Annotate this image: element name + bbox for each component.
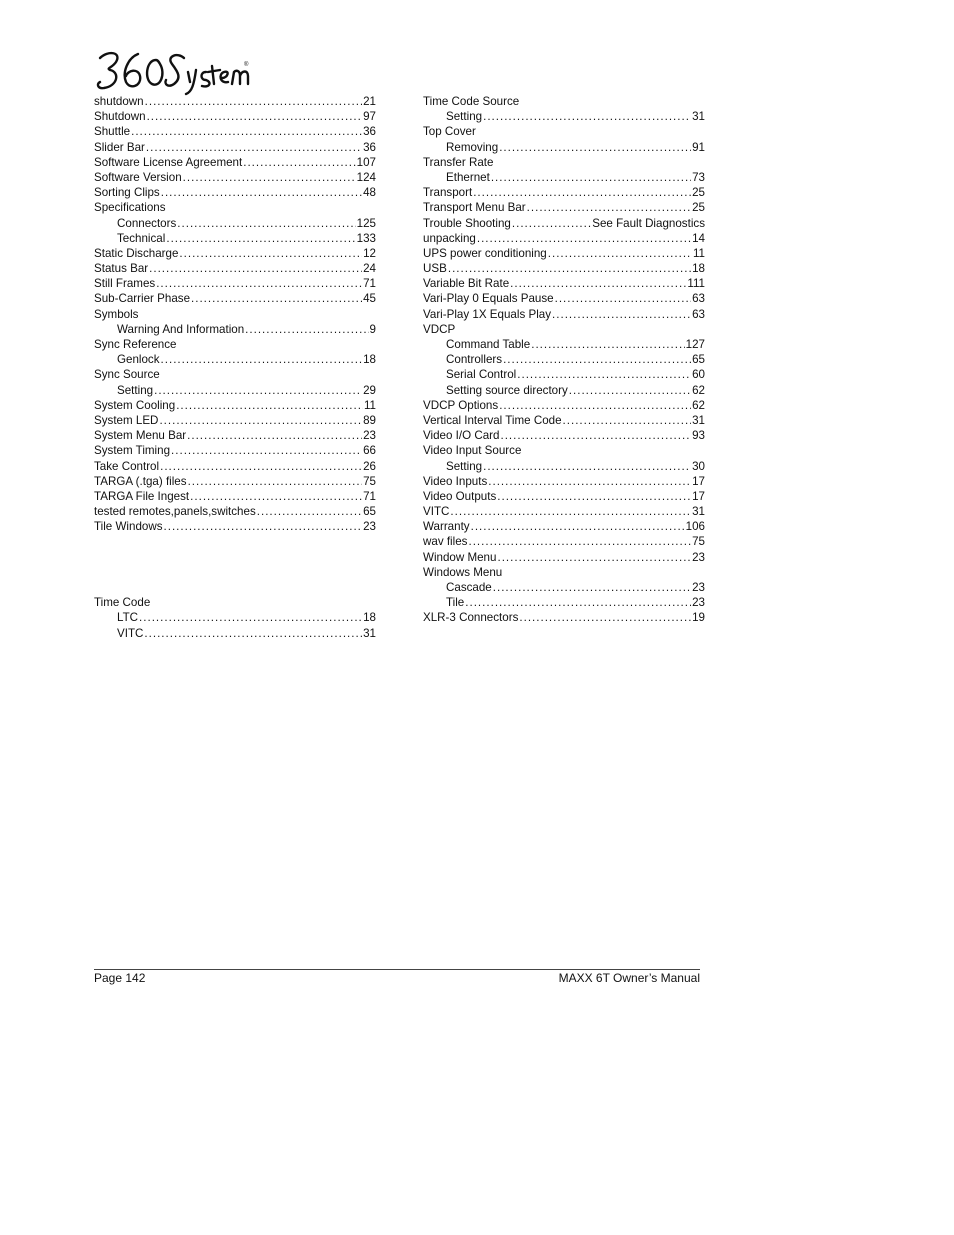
index-entry-label: Status Bar	[94, 262, 149, 276]
column-gap	[94, 534, 376, 595]
index-entry-page: 31	[692, 505, 705, 519]
index-entry	[94, 459, 376, 474]
index-entry-label: Symbols	[94, 307, 139, 321]
index-entry	[423, 550, 705, 565]
index-entry-page: See Fault Diagnostics	[592, 216, 705, 230]
index-entry	[423, 504, 705, 519]
index-entry-label: unpacking	[423, 231, 476, 245]
index-subentry	[423, 595, 705, 610]
dot-leader	[147, 109, 363, 124]
index-entry	[94, 155, 376, 170]
index-entry-page: 66	[363, 444, 376, 458]
dot-leader	[161, 352, 363, 367]
footer-rule	[94, 969, 700, 970]
index-subentry	[423, 170, 705, 185]
index-entry-label: Sub-Carrier Phase	[94, 292, 191, 306]
dot-leader	[156, 276, 362, 291]
index-entry-label: Trouble Shooting	[423, 216, 511, 230]
index-entry-page: 18	[363, 353, 376, 367]
index-entry-label: Top Cover	[423, 125, 476, 139]
index-entry-page: 48	[363, 186, 376, 200]
dot-leader	[483, 109, 691, 124]
index-subentry	[94, 216, 376, 231]
index-entry-label: Variable Bit Rate	[423, 277, 510, 291]
index-entry-page: 18	[692, 262, 705, 276]
index-entry-label: Window Menu	[423, 550, 497, 564]
index-entry	[423, 489, 705, 504]
dot-leader	[497, 489, 691, 504]
index-entry-label: Warranty	[423, 520, 470, 534]
index-entry	[423, 428, 705, 443]
index-entry-page: 25	[692, 186, 705, 200]
dot-leader	[243, 155, 355, 170]
index-entry	[94, 246, 376, 261]
index-entry-label: Cascade	[446, 581, 492, 594]
index-entry-label: Setting source directory	[446, 383, 568, 397]
index-entry-label: Specifications	[94, 201, 166, 215]
dot-leader	[552, 307, 691, 322]
index-entry	[94, 261, 376, 276]
index-entry-page: 124	[356, 170, 376, 184]
index-entry-label: Sorting Clips	[94, 186, 160, 200]
dot-leader	[161, 185, 362, 200]
index-entry-page: 36	[363, 140, 376, 154]
dot-leader	[179, 246, 362, 261]
index-entry	[423, 291, 705, 306]
index-entry-label: Warning And Information	[117, 322, 245, 336]
dot-leader	[519, 610, 691, 625]
index-entry	[423, 246, 705, 261]
index-entry	[423, 534, 705, 549]
index-entry-label: Setting	[117, 383, 154, 397]
index-entry-page: 17	[692, 489, 705, 503]
index-entry-label: TARGA File Ingest	[94, 489, 190, 503]
index-entry	[423, 519, 705, 534]
index-entry-label: VITC	[423, 505, 450, 519]
index-entry-page: 75	[363, 474, 376, 488]
index-column-right	[423, 94, 705, 626]
index-entry-label: Command Table	[446, 338, 531, 351]
index-entry-page: 14	[692, 231, 705, 245]
dot-leader	[245, 322, 368, 337]
dot-leader	[190, 489, 362, 504]
index-entry-page: 107	[356, 155, 376, 169]
dot-leader	[166, 231, 355, 246]
dot-leader	[569, 383, 691, 398]
dot-leader	[517, 367, 691, 382]
index-entry	[94, 185, 376, 200]
index-column-left	[94, 94, 376, 641]
index-entry-label: Take Control	[94, 459, 160, 473]
index-entry	[94, 428, 376, 443]
index-entry-label: Transfer Rate	[423, 155, 494, 169]
dot-leader	[191, 291, 362, 306]
index-entry-label: Ethernet	[446, 170, 490, 184]
index-entry-page: 93	[692, 429, 705, 443]
index-entry-label: Genlock	[117, 353, 160, 367]
index-entry-page: 133	[356, 231, 376, 245]
index-entry-label: Setting	[446, 110, 483, 124]
dot-leader	[149, 261, 362, 276]
index-entry	[94, 140, 376, 155]
index-entry-label: VDCP	[423, 322, 456, 336]
index-entry-page: 60	[692, 368, 705, 382]
index-entry-page: 125	[356, 216, 376, 230]
index-entry	[94, 443, 376, 458]
index-entry-page: 73	[692, 170, 705, 184]
dot-leader	[499, 398, 691, 413]
index-entry	[94, 413, 376, 428]
dot-leader	[555, 291, 691, 306]
index-entry-page: 45	[363, 292, 376, 306]
index-entry	[423, 307, 705, 322]
dot-leader	[139, 610, 362, 625]
index-entry-label: Tile Windows	[94, 520, 163, 534]
footer-manual-title: MAXX 6T Owner’s Manual	[558, 971, 700, 985]
index-entry-label: Setting	[446, 459, 483, 473]
index-entry-label: Transport Menu Bar	[423, 201, 526, 215]
index-entry-page: 111	[687, 277, 705, 291]
dot-leader	[527, 200, 691, 215]
dot-leader	[471, 519, 685, 534]
index-subentry	[423, 367, 705, 382]
index-entry-page: 30	[692, 459, 705, 473]
index-entry-page: 71	[363, 277, 376, 291]
index-entry-page: 23	[363, 520, 376, 534]
index-entry-page: 91	[692, 140, 705, 154]
index-entry-label: USB	[423, 262, 447, 276]
index-entry-page: 25	[692, 201, 705, 215]
index-entry-label: shutdown	[94, 95, 144, 108]
index-entry-page: 11	[692, 246, 705, 260]
index-entry	[94, 276, 376, 291]
dot-leader	[146, 140, 362, 155]
index-entry	[423, 216, 705, 231]
index-entry-label: System Timing	[94, 444, 171, 458]
index-entry-label: VITC	[117, 626, 144, 640]
index-entry	[94, 94, 376, 109]
index-entry-page: 89	[363, 413, 376, 427]
index-subentry	[423, 383, 705, 398]
dot-leader	[512, 216, 591, 231]
index-entry-page: 23	[692, 550, 705, 564]
index-entry	[423, 565, 705, 580]
index-entry-label: Sync Source	[94, 368, 160, 382]
index-entry-label: Video Outputs	[423, 489, 497, 503]
index-entry-page: 9	[369, 322, 376, 336]
index-entry-label: Video I/O Card	[423, 429, 500, 443]
index-subentry	[423, 140, 705, 155]
index-entry-page: 63	[692, 292, 705, 306]
index-entry	[94, 398, 376, 413]
index-entry-page: 106	[685, 520, 705, 534]
dot-leader	[531, 337, 684, 352]
index-entry-label: Tile	[446, 596, 465, 610]
index-subentry	[423, 352, 705, 367]
index-entry-page: 62	[692, 383, 705, 397]
dot-leader	[177, 216, 355, 231]
index-entry	[423, 200, 705, 215]
dot-leader	[183, 170, 356, 185]
index-entry-page: 12	[363, 246, 376, 260]
index-entry	[423, 610, 705, 625]
index-entry	[94, 474, 376, 489]
index-entry-label: Slider Bar	[94, 140, 145, 154]
index-entry-page: 63	[692, 307, 705, 321]
index-entry-label: Shutdown	[94, 110, 146, 124]
index-entry-label: Technical	[117, 231, 166, 245]
index-entry-label: Vari-Play 0 Equals Pause	[423, 292, 554, 306]
dot-leader	[488, 474, 691, 489]
index-entry-label: Serial Control	[446, 368, 517, 382]
index-entry	[94, 307, 376, 322]
index-entry-label: Removing	[446, 140, 499, 154]
index-entry-page: 23	[363, 429, 376, 443]
index-entry-page: 17	[692, 474, 705, 488]
dot-leader	[493, 580, 691, 595]
index-entry-page: 31	[692, 110, 705, 124]
index-entry-page: 23	[692, 581, 705, 594]
dot-leader	[477, 231, 691, 246]
index-entry-label: wav files	[423, 535, 468, 549]
index-entry	[94, 170, 376, 185]
index-subentry	[94, 231, 376, 246]
index-entry	[423, 94, 705, 109]
index-entry	[94, 337, 376, 352]
index-entry-label: Video Inputs	[423, 474, 488, 488]
dot-leader	[171, 443, 362, 458]
index-entry-label: UPS power conditioning	[423, 246, 547, 260]
index-entry	[94, 124, 376, 139]
index-entry-page: 24	[363, 262, 376, 276]
index-entry	[94, 595, 376, 610]
index-entry	[423, 231, 705, 246]
dot-leader	[473, 185, 691, 200]
dot-leader	[131, 124, 362, 139]
index-entry-label: Vari-Play 1X Equals Play	[423, 307, 552, 321]
dot-leader	[503, 352, 691, 367]
index-entry-page: 19	[692, 611, 705, 625]
index-entry	[423, 398, 705, 413]
dot-leader	[450, 504, 691, 519]
index-entry-page: 65	[363, 505, 376, 519]
index-subentry	[94, 352, 376, 367]
dot-leader	[187, 428, 362, 443]
dot-leader	[176, 398, 363, 413]
index-entry	[423, 474, 705, 489]
dot-leader	[483, 459, 691, 474]
dot-leader	[499, 140, 691, 155]
dot-leader	[144, 626, 362, 641]
index-entry-label: Connectors	[117, 216, 177, 230]
index-subentry	[94, 383, 376, 398]
index-entry-label: Software Version	[94, 170, 182, 184]
index-entry-page: 31	[363, 626, 376, 640]
dot-leader	[188, 474, 363, 489]
index-entry-label: Shuttle	[94, 125, 131, 139]
dot-leader	[563, 413, 692, 428]
index-entry	[94, 291, 376, 306]
dot-leader	[164, 519, 363, 534]
dot-leader	[468, 534, 691, 549]
index-entry-page: 26	[363, 459, 376, 473]
index-subentry	[423, 580, 705, 595]
index-entry	[423, 322, 705, 337]
index-entry	[94, 504, 376, 519]
index-entry-label: XLR-3 Connectors	[423, 611, 519, 625]
footer-page-number: Page 142	[94, 971, 146, 985]
index-entry	[94, 519, 376, 534]
index-entry-page: 65	[692, 353, 705, 367]
index-entry-label: Controllers	[446, 353, 503, 367]
dot-leader	[500, 428, 691, 443]
index-entry	[94, 109, 376, 124]
dot-leader	[491, 170, 691, 185]
index-entry-label: VDCP Options	[423, 398, 499, 412]
index-entry-label: Time Code	[94, 596, 151, 610]
index-entry-label: System Cooling	[94, 398, 176, 412]
dot-leader	[145, 94, 362, 109]
index-subentry	[94, 322, 376, 337]
dot-leader	[154, 383, 362, 398]
index-entry-label: Time Code Source	[423, 95, 520, 108]
dot-leader	[257, 504, 362, 519]
index-entry-label: Windows Menu	[423, 565, 503, 579]
index-entry-page: 75	[692, 535, 705, 549]
index-entry-label: Software License Agreement	[94, 155, 243, 169]
index-entry-page: 21	[363, 95, 376, 108]
index-entry-page: 97	[363, 110, 376, 124]
dot-leader	[465, 595, 691, 610]
brand-logo	[94, 44, 256, 96]
index-subentry	[423, 459, 705, 474]
index-entry	[94, 200, 376, 215]
index-entry	[423, 124, 705, 139]
index-entry-page: 18	[363, 611, 376, 625]
index-entry	[94, 489, 376, 504]
index-entry-label: Still Frames	[94, 277, 156, 291]
index-entry	[94, 367, 376, 382]
index-entry	[423, 261, 705, 276]
dot-leader	[159, 413, 362, 428]
index-entry	[423, 413, 705, 428]
index-entry-label: System LED	[94, 413, 159, 427]
index-subentry	[423, 109, 705, 124]
index-entry-page: 11	[363, 398, 376, 412]
index-entry-label: TARGA (.tga) files	[94, 474, 187, 488]
index-subentry	[94, 610, 376, 625]
dot-leader	[510, 276, 686, 291]
dot-leader	[448, 261, 691, 276]
index-entry-page: 31	[692, 413, 705, 427]
index-entry-label: LTC	[117, 611, 139, 625]
index-entry-label: Sync Reference	[94, 338, 177, 351]
index-entry-page: 23	[692, 596, 705, 610]
dot-leader	[497, 550, 691, 565]
index-entry	[423, 276, 705, 291]
index-entry-page: 36	[363, 125, 376, 139]
index-entry	[423, 155, 705, 170]
dot-leader	[160, 459, 362, 474]
index-entry-label: Transport	[423, 186, 473, 200]
index-entry-page: 71	[363, 489, 376, 503]
index-entry-label: tested remotes,panels,switches	[94, 505, 256, 519]
index-entry-page: 29	[363, 383, 376, 397]
index-subentry	[423, 337, 705, 352]
index-entry-page: 127	[685, 338, 705, 351]
index-entry	[423, 443, 705, 458]
index-entry-label: Video Input Source	[423, 444, 522, 458]
index-entry-label: System Menu Bar	[94, 429, 187, 443]
index-subentry	[94, 626, 376, 641]
index-entry-label: Vertical Interval Time Code	[423, 413, 562, 427]
registered-mark: ®	[244, 62, 249, 68]
dot-leader	[548, 246, 692, 261]
index-entry	[423, 185, 705, 200]
index-entry-label: Static Discharge	[94, 246, 179, 260]
index-entry-page: 62	[692, 398, 705, 412]
